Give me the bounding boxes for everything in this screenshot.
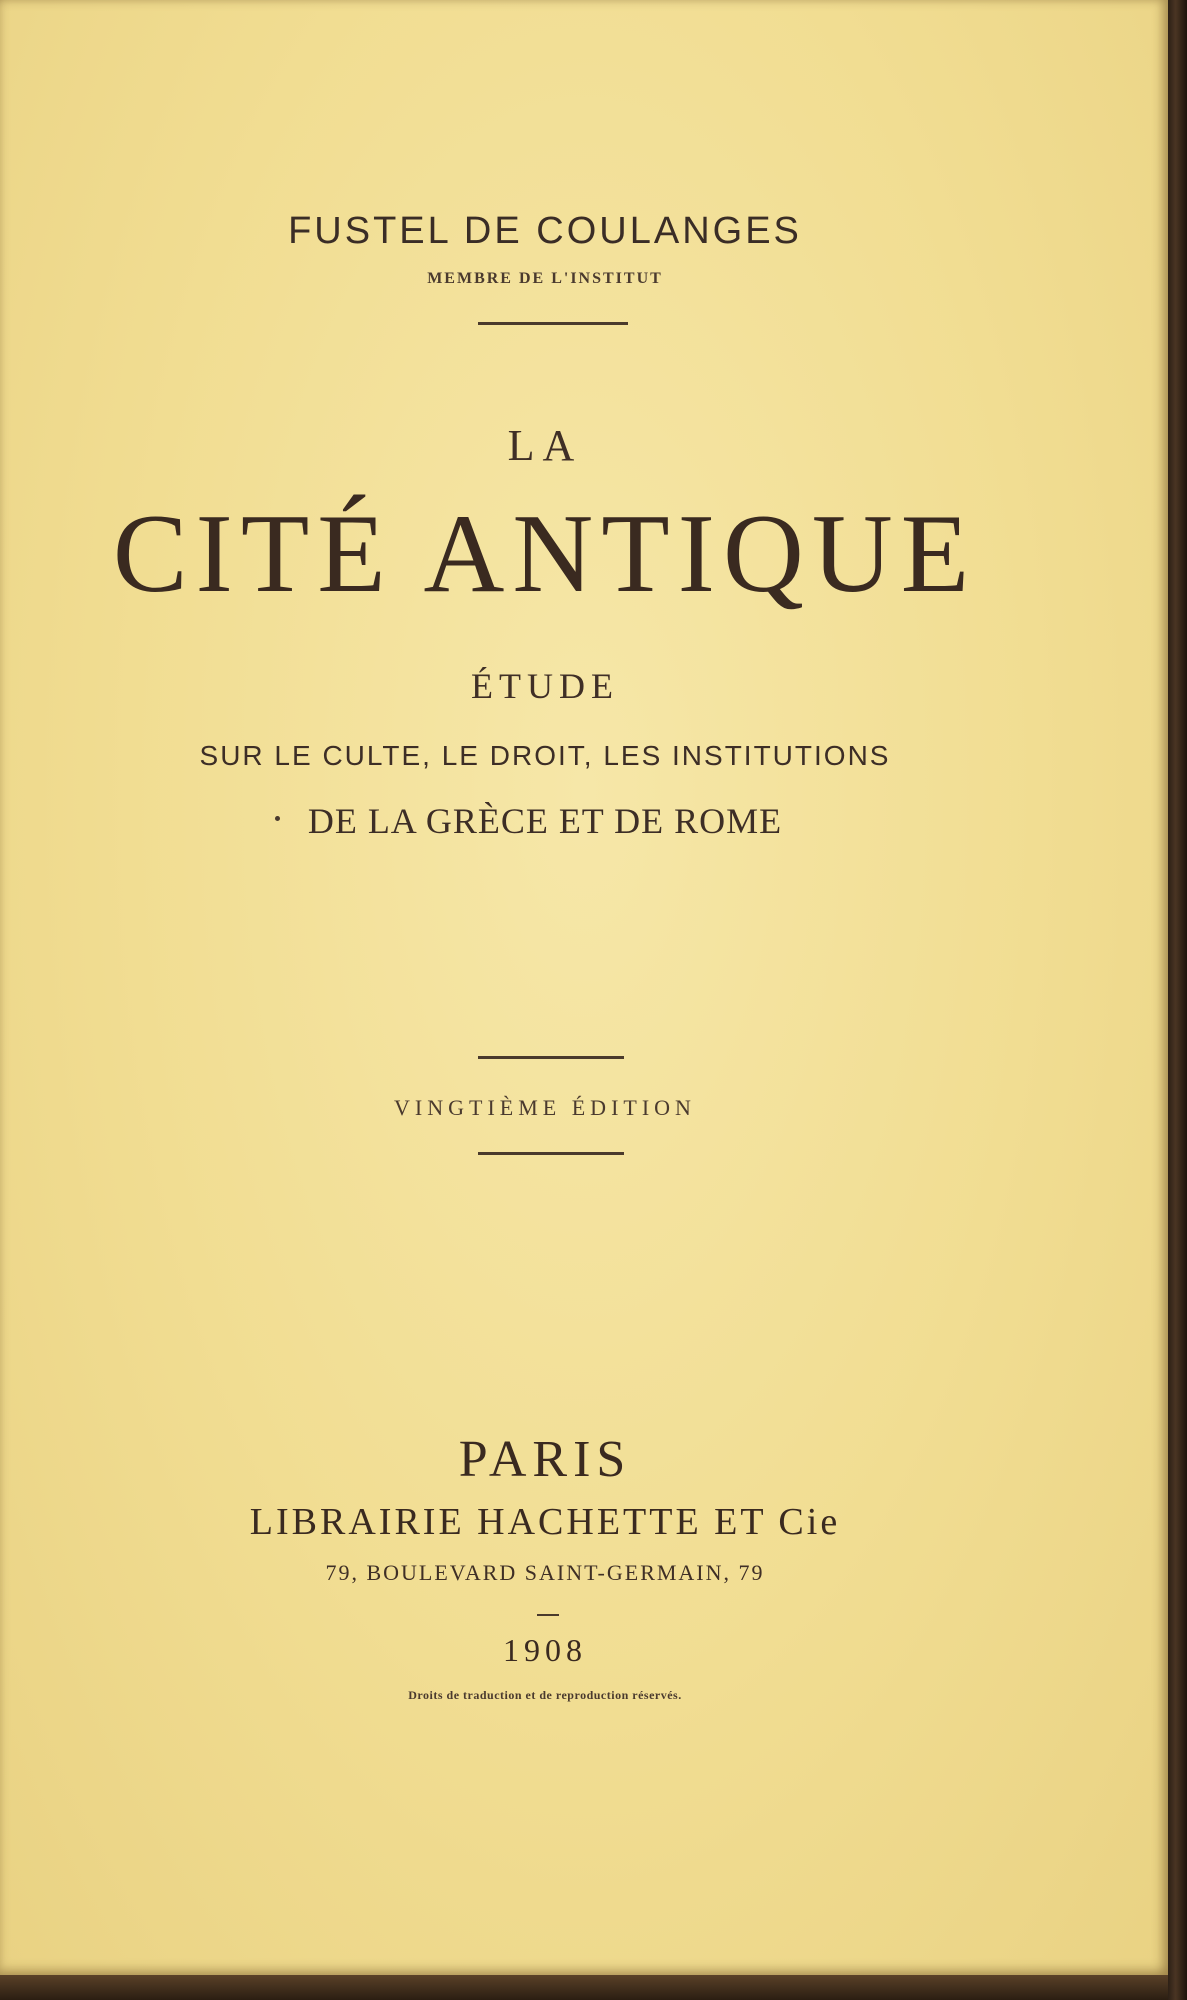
divider-rule-top [478, 322, 628, 325]
book-title: CITÉ ANTIQUE [112, 492, 978, 616]
book-binding-edge [1168, 0, 1187, 2000]
rights-notice: Droits de traduction et de reproduction réservés. [408, 1688, 682, 1702]
subtitle-line-2: DE LA GRÈCE ET DE ROME [307, 801, 783, 841]
title-study: ÉTUDE [471, 666, 619, 706]
divider-rule-short [537, 1614, 559, 1616]
divider-rule-edition-top [478, 1056, 624, 1059]
edition-label: VINGTIÈME ÉDITION [394, 1095, 696, 1120]
divider-rule-edition-bottom [478, 1152, 624, 1155]
imprint-publisher: LIBRAIRIE HACHETTE ET Cie [249, 1501, 841, 1543]
subtitle-line-1: SUR LE CULTE, LE DROIT, LES INSTITUTIONS [199, 740, 891, 771]
book-bottom-edge [0, 1975, 1168, 2000]
imprint-address: 79, BOULEVARD SAINT-GERMAIN, 79 [325, 1560, 765, 1585]
imprint-year: 1908 [503, 1632, 587, 1668]
author-affiliation: MEMBRE DE L'INSTITUT [427, 270, 663, 287]
title-article: LA [507, 421, 583, 470]
imprint-city: PARIS [458, 1431, 632, 1488]
author-name: FUSTEL DE COULANGES [288, 210, 802, 252]
